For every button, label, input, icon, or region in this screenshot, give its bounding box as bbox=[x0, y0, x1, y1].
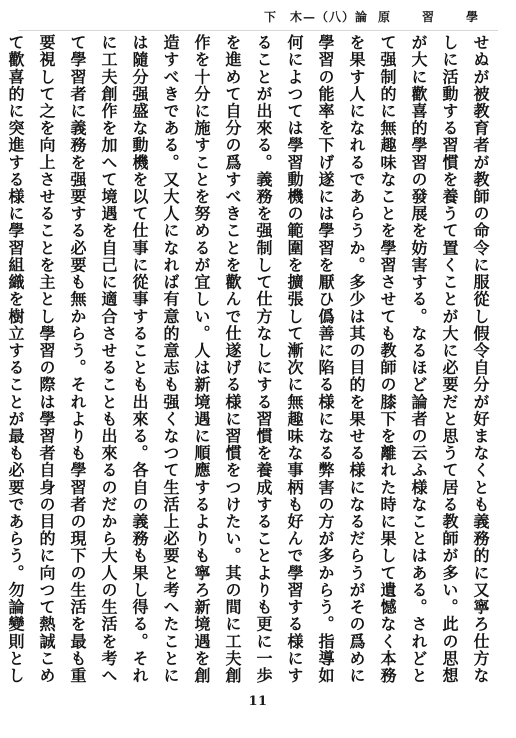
header-rule bbox=[18, 30, 498, 31]
running-header bbox=[264, 8, 488, 25]
page-number: 11 bbox=[248, 694, 268, 709]
running-header-section: 原 習 學 bbox=[377, 10, 488, 24]
body-text bbox=[6, 34, 496, 684]
running-header-chapter: 下 木—（八）論 bbox=[263, 10, 368, 24]
body-paragraph: せぬが被教育者が教師の命令に服從し假令自分が好まなくとも義務的に又寧ろ仕方なしに活動する習慣を養うて置くことが大に必要だと思うて居る教師が多い。此の思想が大に歡喜的學習の發展を妨害する。なるほど論者の云ふ様なことはある。されどとて强制的に無趣味なことを學習させても教師の膝下を離れた時に果して遺憾なく本務を果す人になれるであらうか。多少は其の目的を果せる様になるだらうがその爲めに學習の能率を下げ遂には學習を厭ひ僞善に陷る様になる弊害の方が多からう。指導如何によつては學習動機の範圍を擴張して漸次に無趣味な事柄も好んで學習する様にすることが出來る。義務を强制して仕方なしにする習慣を養成することよりも更に一歩を進めて自分の爲すべきことを歡んで仕遂げる様に習慣をつけたい。其の間に工夫創作を十分に施すことを努めるが宜しい。人は新境遇に順應するよりも寧ろ新境遇を創造すべきである。又大人になれば有意的意志も强くなつて生活上必要と考へたことには隨分强盛な動機を以て仕事に從事することも出來る。各自の義務も果し得る。それに工夫創作を加へて境遇を自己に適合させることも出來るのだから大人の生活を考へて學習者に義務を强要する必要も無からう。それよりも學習者の現下の生活を最も重要視して之を向上させることを主とし學習の際は學習者自身の目的に向つて熱誠こめて歡喜的に突進する様に學習組織を樹立することが最も必要であらう。勿論變則とし bbox=[6, 34, 490, 684]
